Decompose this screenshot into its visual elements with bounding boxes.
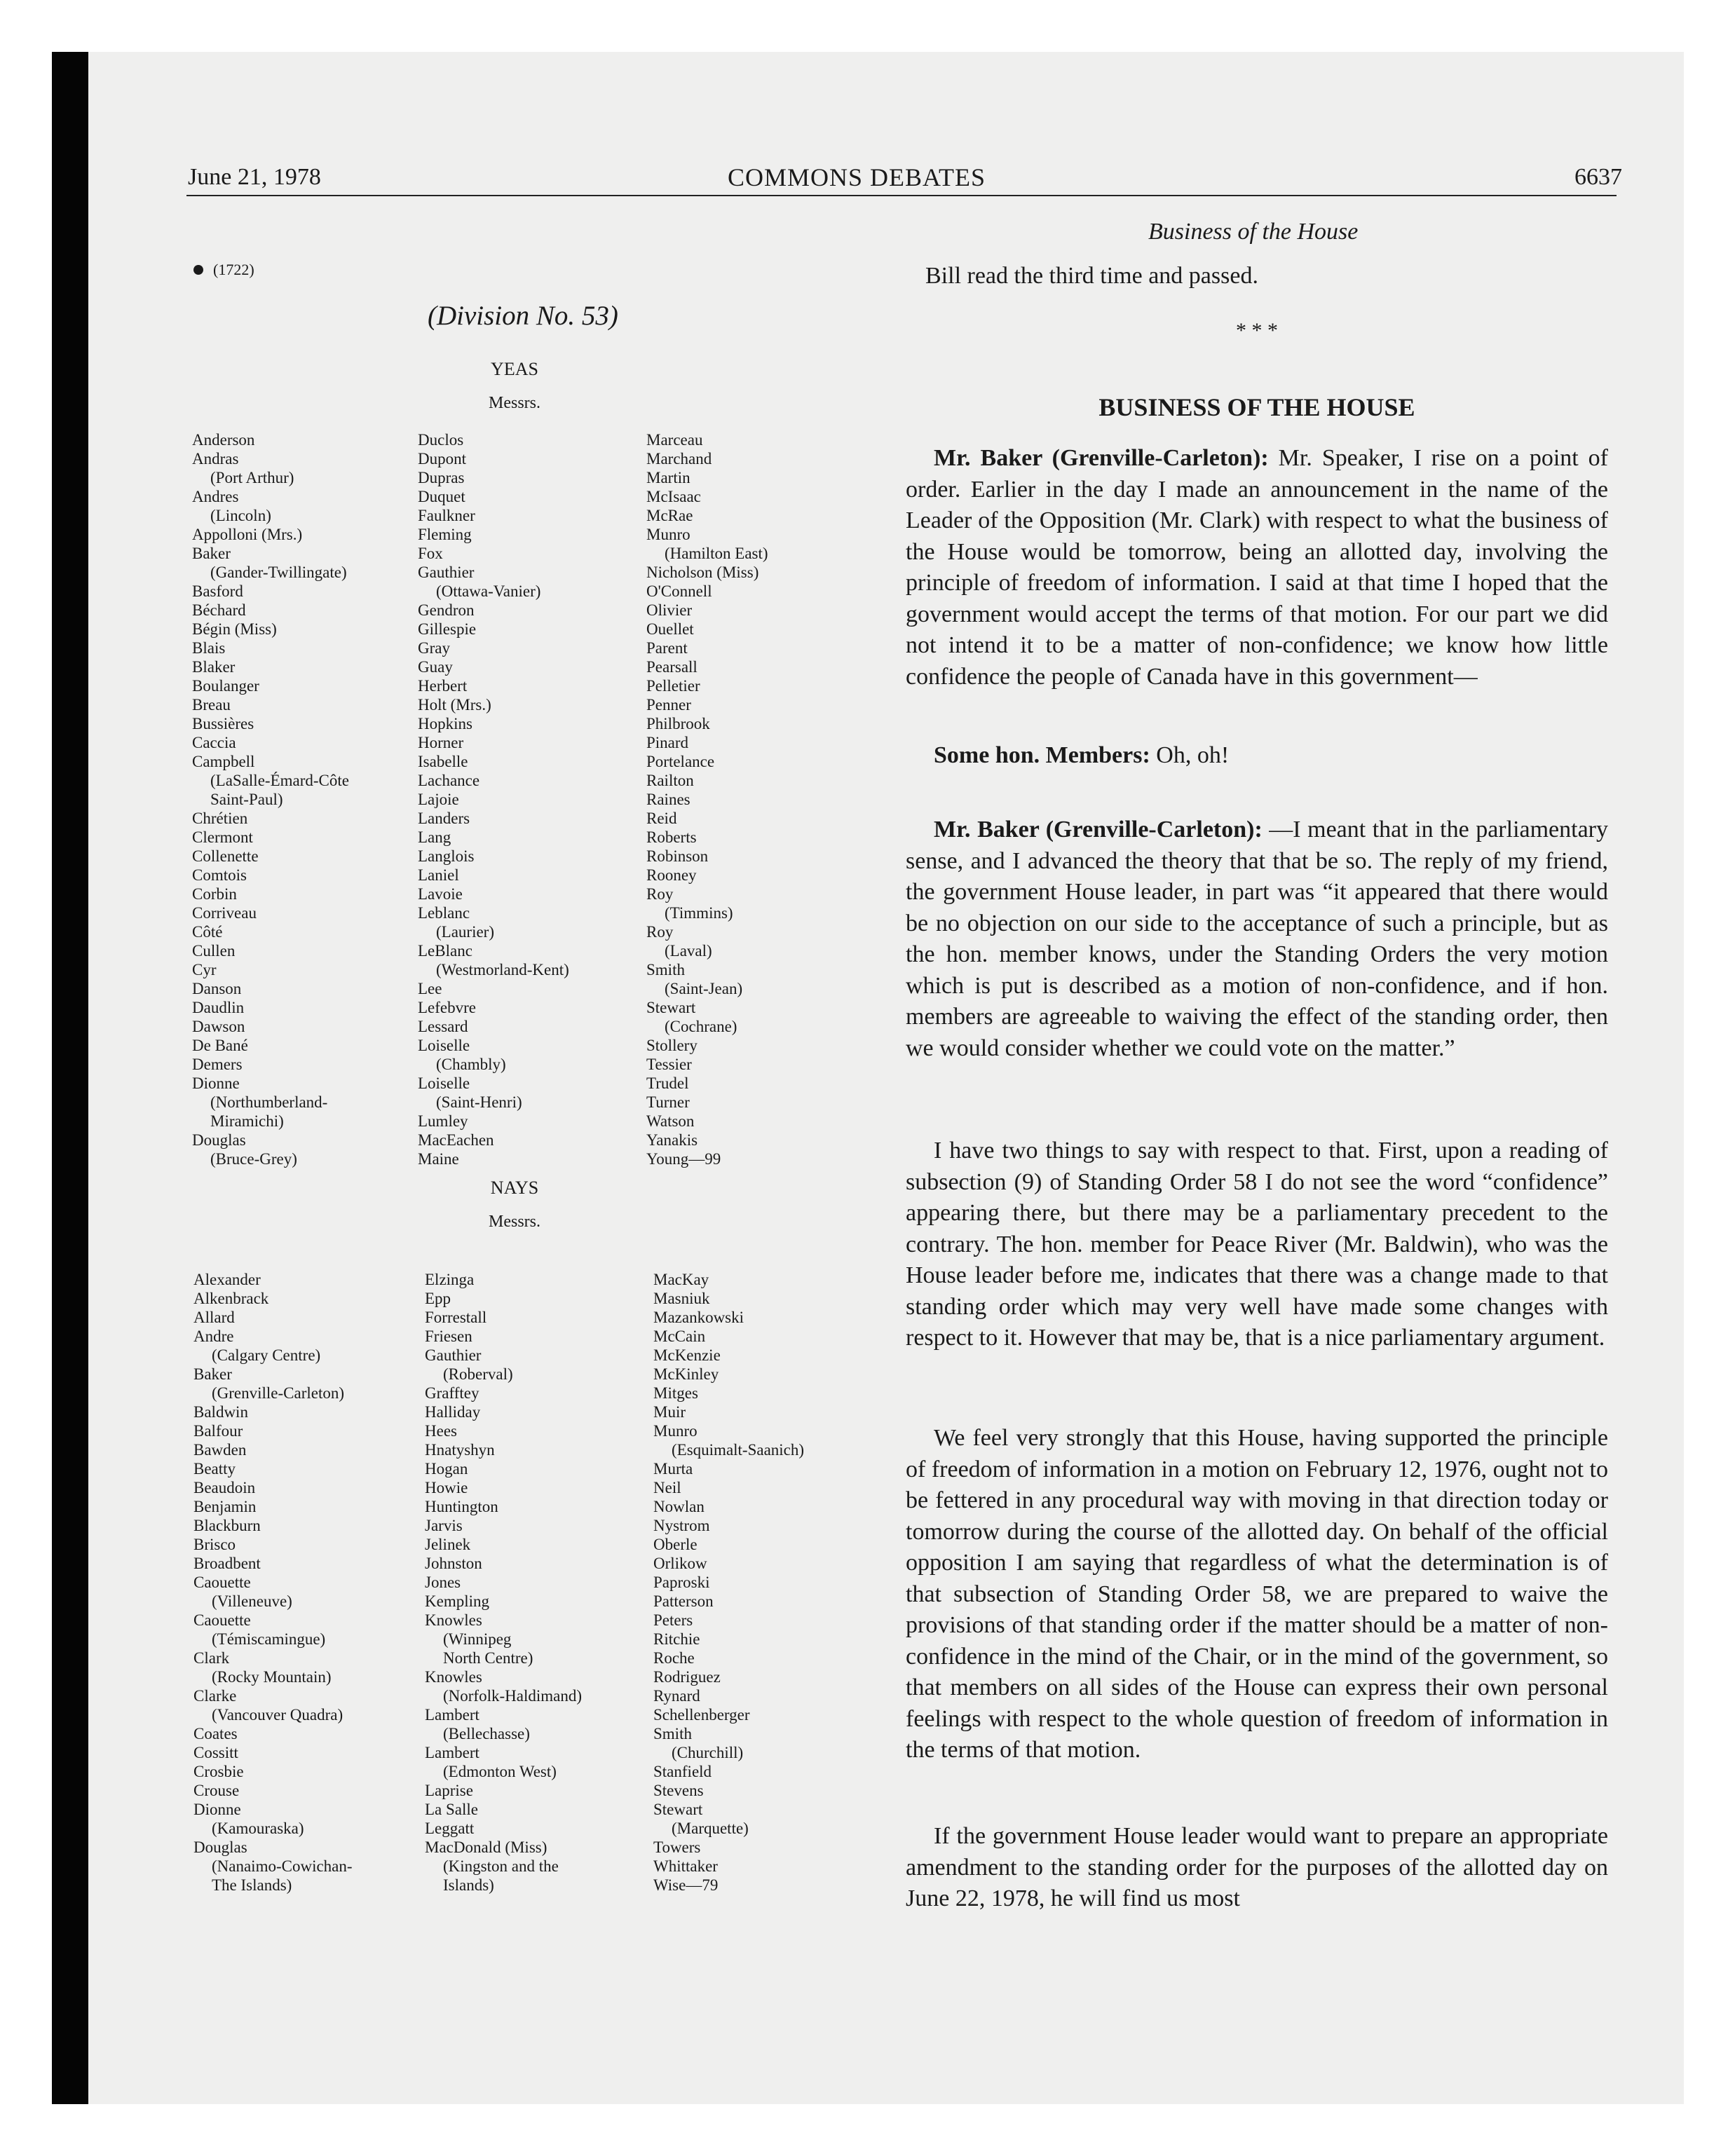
member-name: Clarke xyxy=(193,1687,237,1705)
member-name: Andras xyxy=(192,450,239,468)
header-date: June 21, 1978 xyxy=(188,164,321,190)
member-name: Allard xyxy=(193,1309,235,1326)
member-name: Reid xyxy=(646,810,677,827)
member-name: Cullen xyxy=(192,942,236,960)
member-name: (Timmins) xyxy=(665,904,733,922)
member-name: Johnston xyxy=(425,1555,482,1572)
member-name: Howie xyxy=(425,1479,468,1496)
member-name: (Gander-Twillingate) xyxy=(210,564,347,581)
member-name: Masniuk xyxy=(653,1290,710,1307)
member-name: (Villeneuve) xyxy=(212,1592,292,1610)
member-name: Roy xyxy=(646,885,674,903)
member-name: Roberts xyxy=(646,828,697,846)
yeas-column-3 xyxy=(646,430,768,1168)
member-name: Kempling xyxy=(425,1592,489,1610)
member-name: Breau xyxy=(192,696,231,714)
running-head: Business of the House xyxy=(1148,219,1359,245)
member-name: (Port Arthur) xyxy=(210,469,294,486)
member-name: Corriveau xyxy=(192,904,257,922)
member-name: Ouellet xyxy=(646,620,694,638)
member-name: Crosbie xyxy=(193,1763,244,1780)
member-name: Stollery xyxy=(646,1037,698,1054)
member-name: (Nanaimo-Cowichan- xyxy=(212,1857,353,1875)
member-name: Clark xyxy=(193,1649,230,1667)
member-name: Lavoie xyxy=(418,885,463,903)
member-name: Islands) xyxy=(443,1876,494,1894)
member-name: Beaudoin xyxy=(193,1479,256,1496)
member-name: Isabelle xyxy=(418,753,468,770)
speech-text: Mr. Speaker, I rise on a point of order. Earlier in the day I made an announcement in the name of the Leader of the Opposition (Mr. Clark) with respect to what the business of the House would be tomorrow, being an allotted day, involving the principle of freedom of information. I said at that time I hoped that the government would accept the terms of that motion. For our part we did not intend it to be a matter of non-confidence; we know how little confidence the people of Canada have in this government— xyxy=(906,445,1608,690)
member-name: LeBlanc xyxy=(418,942,472,960)
member-name: Alkenbrack xyxy=(193,1290,269,1307)
scan-binding-edge xyxy=(52,52,88,2104)
member-name: Blackburn xyxy=(193,1517,261,1534)
member-name: Hopkins xyxy=(418,715,472,732)
member-name: Yanakis xyxy=(646,1131,698,1149)
member-name: MacEachen xyxy=(418,1131,494,1149)
member-name: Douglas xyxy=(192,1131,246,1149)
member-name: (Ottawa-Vanier) xyxy=(436,582,541,600)
member-name: North Centre) xyxy=(443,1649,533,1667)
bullet-icon xyxy=(193,265,203,275)
member-name: Gauthier xyxy=(425,1346,482,1364)
member-name: The Islands) xyxy=(212,1876,292,1894)
division-title: (Division No. 53) xyxy=(428,301,618,331)
member-name: Broadbent xyxy=(193,1555,261,1572)
member-name: Douglas xyxy=(193,1838,247,1856)
member-name: O'Connell xyxy=(646,582,712,600)
member-name: Bawden xyxy=(193,1441,247,1459)
member-name: La Salle xyxy=(425,1801,478,1818)
nays-heading: NAYS xyxy=(490,1178,539,1198)
member-name: Dionne xyxy=(193,1801,241,1818)
member-name: Stewart xyxy=(646,999,696,1016)
member-name: Lefebvre xyxy=(418,999,476,1016)
member-name: Hees xyxy=(425,1422,457,1440)
member-name: Halliday xyxy=(425,1403,481,1421)
member-name: Roche xyxy=(653,1649,695,1667)
member-name: Huntington xyxy=(425,1498,498,1515)
member-name: Maine xyxy=(418,1150,459,1168)
header-title: COMMONS DEBATES xyxy=(728,163,986,191)
member-name: Landers xyxy=(418,810,470,827)
member-name: Loiselle xyxy=(418,1037,470,1054)
member-name: De Bané xyxy=(192,1037,248,1054)
member-name: Leggatt xyxy=(425,1820,475,1837)
member-name: Martin xyxy=(646,469,690,486)
member-name: Muir xyxy=(653,1403,686,1421)
member-name: (LaSalle-Émard-Côte xyxy=(210,772,349,789)
member-name: Coates xyxy=(193,1725,238,1742)
speaker-name: Mr. Baker (Grenville-Carleton): xyxy=(934,817,1263,842)
member-name: Alexander xyxy=(193,1271,261,1288)
member-name: Epp xyxy=(425,1290,451,1307)
member-name: Caouette xyxy=(193,1611,251,1629)
member-name: Corbin xyxy=(192,885,237,903)
member-name: Miramichi) xyxy=(210,1112,284,1130)
member-name: (Chambly) xyxy=(436,1056,506,1073)
paragraph-baker-2 xyxy=(906,814,1608,1064)
member-name: (Hamilton East) xyxy=(665,545,768,562)
speech-text: —I meant that in the parliamentary sense, and I advanced the theory that that be so. The reply of my friend, the government House leader, in part was “it appeared that there would be no objection on our side to the acceptance of such a principle, but as the hon. member knows, under the Standing Orders the very motion which is put is described as a motion of non-confidence, and if hon. members are agreeable to waiving the effect of the standing order, then we would consider whether we could vote on the matter.” xyxy=(906,817,1608,1061)
member-name: Lang xyxy=(418,828,451,846)
member-name: Holt (Mrs.) xyxy=(418,696,491,714)
member-name: Stewart xyxy=(653,1801,703,1818)
member-name: Tessier xyxy=(646,1056,692,1073)
member-name: McCain xyxy=(653,1328,706,1345)
member-name: Portelance xyxy=(646,753,715,770)
member-name: Patterson xyxy=(653,1592,714,1610)
member-name: Blaker xyxy=(192,658,236,676)
member-name: Smith xyxy=(646,961,685,978)
member-name: Demers xyxy=(192,1056,243,1073)
member-name: McRae xyxy=(646,507,693,524)
member-name: Schellenberger xyxy=(653,1706,750,1724)
member-name: Beatty xyxy=(193,1460,236,1478)
member-name: Cossitt xyxy=(193,1744,238,1761)
member-name: (Westmorland-Kent) xyxy=(436,961,569,978)
member-name: (Churchill) xyxy=(672,1744,744,1761)
member-name: Balfour xyxy=(193,1422,243,1440)
member-name: Munro xyxy=(653,1422,698,1440)
member-name: (Témiscamingue) xyxy=(212,1630,326,1648)
yeas-column-2 xyxy=(418,430,569,1168)
member-name: Baker xyxy=(192,545,231,562)
member-name: Lajoie xyxy=(418,791,459,808)
member-name: Mitges xyxy=(653,1384,698,1402)
member-name: Ritchie xyxy=(653,1630,700,1648)
member-name: Duquet xyxy=(418,488,465,505)
member-name: (Bellechasse) xyxy=(443,1725,530,1742)
member-name: Pearsall xyxy=(646,658,698,676)
nays-column-3 xyxy=(653,1270,804,1895)
member-name: McKenzie xyxy=(653,1346,721,1364)
member-name: Dawson xyxy=(192,1018,245,1035)
member-name: Cyr xyxy=(192,961,217,978)
member-name: Pelletier xyxy=(646,677,700,695)
member-name: Caouette xyxy=(193,1574,251,1591)
member-name: Herbert xyxy=(418,677,468,695)
member-name: Leblanc xyxy=(418,904,470,922)
member-name: Chrétien xyxy=(192,810,248,827)
member-name: Gauthier xyxy=(418,564,475,581)
member-name: McKinley xyxy=(653,1365,719,1383)
timestamp-text: (1722) xyxy=(213,261,254,278)
member-name: Jelinek xyxy=(425,1536,471,1553)
member-name: Baker xyxy=(193,1365,232,1383)
member-name: (Laval) xyxy=(665,942,712,960)
member-name: Campbell xyxy=(192,753,255,770)
member-name: Horner xyxy=(418,734,464,751)
header-page-number: 6637 xyxy=(1574,164,1622,190)
member-name: Jones xyxy=(425,1574,461,1591)
yeas-messrs: Messrs. xyxy=(488,394,540,412)
member-name: (Laurier) xyxy=(436,923,494,941)
timestamp xyxy=(193,261,254,279)
yeas-heading: YEAS xyxy=(491,359,538,379)
paragraph-house-leader: If the government House leader would want to prepare an appropriate amendment to the standing order for the purposes of the allotted day on June 22, 1978, he will find us most xyxy=(906,1823,1608,1911)
member-name: Dionne xyxy=(192,1074,240,1092)
member-name: Lee xyxy=(418,980,442,997)
member-name: Béchard xyxy=(192,601,246,619)
member-name: Watson xyxy=(646,1112,695,1130)
member-name: Pinard xyxy=(646,734,689,751)
paragraph-feel-strongly: We feel very strongly that this House, having supported the principle of freedom of information in a motion on February 12, 1976, ought not to be fettered in any procedural way with moving in that direction today or tomorrow during the course of the allotted day. On behalf of the official opposition I am saying that regardless of what the determination is of that subsection of Standing Order 58, we are prepared to waive the provisions of that standing order if the matter should be a matter of non-confidence in the mind of the Chair, or in the mind of the government, so that members on all sides of the House can express their own personal feelings with respect to the whole question of freedom of information in the terms of that motion. xyxy=(906,1425,1608,1763)
member-name: (Bruce-Grey) xyxy=(210,1150,297,1168)
member-name: Wise—79 xyxy=(653,1876,719,1894)
member-name: Gendron xyxy=(418,601,475,619)
member-name: Orlikow xyxy=(653,1555,707,1572)
paragraph-baker-1 xyxy=(906,443,1608,692)
member-name: Faulkner xyxy=(418,507,475,524)
member-name: Rodriguez xyxy=(653,1668,721,1686)
member-name: Collenette xyxy=(192,847,259,865)
member-name: (Lincoln) xyxy=(210,507,271,524)
member-name: Danson xyxy=(192,980,242,997)
member-name: Whittaker xyxy=(653,1857,718,1875)
member-name: Appolloni (Mrs.) xyxy=(192,526,303,543)
member-name: Hnatyshyn xyxy=(425,1441,495,1459)
member-name: Loiselle xyxy=(418,1074,470,1092)
member-name: Roy xyxy=(646,923,674,941)
member-name: Oberle xyxy=(653,1536,698,1553)
header-rule xyxy=(186,195,1617,196)
member-name: Olivier xyxy=(646,601,693,619)
member-name: Munro xyxy=(646,526,690,543)
member-name: Gillespie xyxy=(418,620,477,638)
member-name: Boulanger xyxy=(192,677,259,695)
member-name: Comtois xyxy=(192,866,247,884)
member-name: Marchand xyxy=(646,450,712,468)
paragraph-members xyxy=(906,740,1608,772)
member-name: Rynard xyxy=(653,1687,700,1705)
member-name: Bussières xyxy=(192,715,254,732)
nays-column-1 xyxy=(193,1270,353,1895)
member-name: Marceau xyxy=(646,431,703,449)
member-name: Young—99 xyxy=(646,1150,721,1168)
nays-messrs: Messrs. xyxy=(488,1213,540,1231)
member-name: Guay xyxy=(418,658,453,676)
member-name: Langlois xyxy=(418,847,475,865)
member-name: Laniel xyxy=(418,866,459,884)
member-name: (Calgary Centre) xyxy=(212,1346,321,1364)
member-name: Trudel xyxy=(646,1074,689,1092)
member-name: Rooney xyxy=(646,866,697,884)
nays-column-2 xyxy=(425,1270,582,1895)
member-name: (Saint-Henri) xyxy=(436,1093,522,1111)
member-name: (Cochrane) xyxy=(665,1018,737,1035)
member-name: Brisco xyxy=(193,1536,236,1553)
member-name: MacDonald (Miss) xyxy=(425,1838,547,1856)
member-name: Friesen xyxy=(425,1328,472,1345)
paragraph-two-things: I have two things to say with respect to that. First, upon a reading of subsection (9) of Standing Order 58 I do not see the word “confidence” appearing there, but there may be a parliamentary precedent to the contrary. The hon. member for Peace River (Mr. Baldwin), who was the House leader before me, indicates that there was a change made to that standing order which may very well have made some changes with respect to it. However that may be, that is a nice parliamentary argument. xyxy=(906,1138,1608,1351)
member-name: Parent xyxy=(646,639,688,657)
member-name: Daudlin xyxy=(192,999,245,1016)
member-name: (Edmonton West) xyxy=(443,1763,557,1780)
member-name: Hogan xyxy=(425,1460,468,1478)
member-name: Basford xyxy=(192,582,243,600)
member-name: Knowles xyxy=(425,1611,482,1629)
member-name: Stevens xyxy=(653,1782,704,1799)
member-name: Paproski xyxy=(653,1574,710,1591)
member-name: Fleming xyxy=(418,526,472,543)
member-name: Dupont xyxy=(418,450,466,468)
member-name: Andres xyxy=(192,488,239,505)
member-name: Fox xyxy=(418,545,443,562)
speaker-name: Mr. Baker (Grenville-Carleton): xyxy=(934,445,1269,471)
member-name: McIsaac xyxy=(646,488,701,505)
member-name: Robinson xyxy=(646,847,709,865)
member-name: Bégin (Miss) xyxy=(192,620,277,638)
member-name: Côté xyxy=(192,923,223,941)
member-name: MacKay xyxy=(653,1271,709,1288)
member-name: Nicholson (Miss) xyxy=(646,564,759,581)
member-name: Benjamin xyxy=(193,1498,257,1515)
member-name: Crouse xyxy=(193,1782,240,1799)
member-name: Knowles xyxy=(425,1668,482,1686)
member-name: Towers xyxy=(653,1838,701,1856)
member-name: (Norfolk-Haldimand) xyxy=(443,1687,582,1705)
member-name: Railton xyxy=(646,772,694,789)
member-name: Neil xyxy=(653,1479,681,1496)
member-name: Laprise xyxy=(425,1782,473,1799)
member-name: Stanfield xyxy=(653,1763,712,1780)
member-name: Lessard xyxy=(418,1018,468,1035)
member-name: Forrestall xyxy=(425,1309,487,1326)
member-name: Caccia xyxy=(192,734,236,751)
member-name: (Kingston and the xyxy=(443,1857,559,1875)
member-name: Elzinga xyxy=(425,1271,475,1288)
member-name: Dupras xyxy=(418,469,465,486)
member-name: Lumley xyxy=(418,1112,468,1130)
member-name: Lambert xyxy=(425,1744,479,1761)
section-separator: * * * xyxy=(1236,319,1278,342)
member-name: Nowlan xyxy=(653,1498,705,1515)
member-name: (Kamouraska) xyxy=(212,1820,304,1837)
speaker-name: Some hon. Members: xyxy=(934,742,1150,768)
member-name: (Grenville-Carleton) xyxy=(212,1384,345,1402)
speech-text: Oh, oh! xyxy=(1150,742,1230,768)
member-name: (Rocky Mountain) xyxy=(212,1668,332,1686)
member-name: Duclos xyxy=(418,431,464,449)
member-name: Anderson xyxy=(192,431,255,449)
member-name: Jarvis xyxy=(425,1517,463,1534)
section-heading: BUSINESS OF THE HOUSE xyxy=(1098,393,1415,421)
yeas-column-1 xyxy=(192,430,349,1168)
member-name: Murta xyxy=(653,1460,693,1478)
member-name: Lambert xyxy=(425,1706,479,1724)
member-name: Penner xyxy=(646,696,691,714)
member-name: (Winnipeg xyxy=(443,1630,512,1648)
member-name: Clermont xyxy=(192,828,253,846)
bill-passed-line: Bill read the third time and passed. xyxy=(925,263,1258,289)
member-name: Raines xyxy=(646,791,690,808)
member-name: Gray xyxy=(418,639,450,657)
member-name: (Vancouver Quadra) xyxy=(212,1706,343,1724)
member-name: Lachance xyxy=(418,772,480,789)
member-name: (Northumberland- xyxy=(210,1093,328,1111)
member-name: Grafftey xyxy=(425,1384,479,1402)
member-name: Mazankowski xyxy=(653,1309,744,1326)
member-name: (Marquette) xyxy=(672,1820,749,1837)
member-name: Blais xyxy=(192,639,226,657)
member-name: (Esquimalt-Saanich) xyxy=(672,1441,805,1459)
member-name: (Saint-Jean) xyxy=(665,980,743,997)
member-name: Smith xyxy=(653,1725,692,1742)
member-name: Saint-Paul) xyxy=(210,791,283,808)
member-name: Peters xyxy=(653,1611,693,1629)
member-name: (Roberval) xyxy=(443,1365,513,1383)
member-name: Andre xyxy=(193,1328,234,1345)
member-name: Turner xyxy=(646,1093,690,1111)
member-name: Baldwin xyxy=(193,1403,248,1421)
member-name: Nystrom xyxy=(653,1517,710,1534)
member-name: Philbrook xyxy=(646,715,710,732)
